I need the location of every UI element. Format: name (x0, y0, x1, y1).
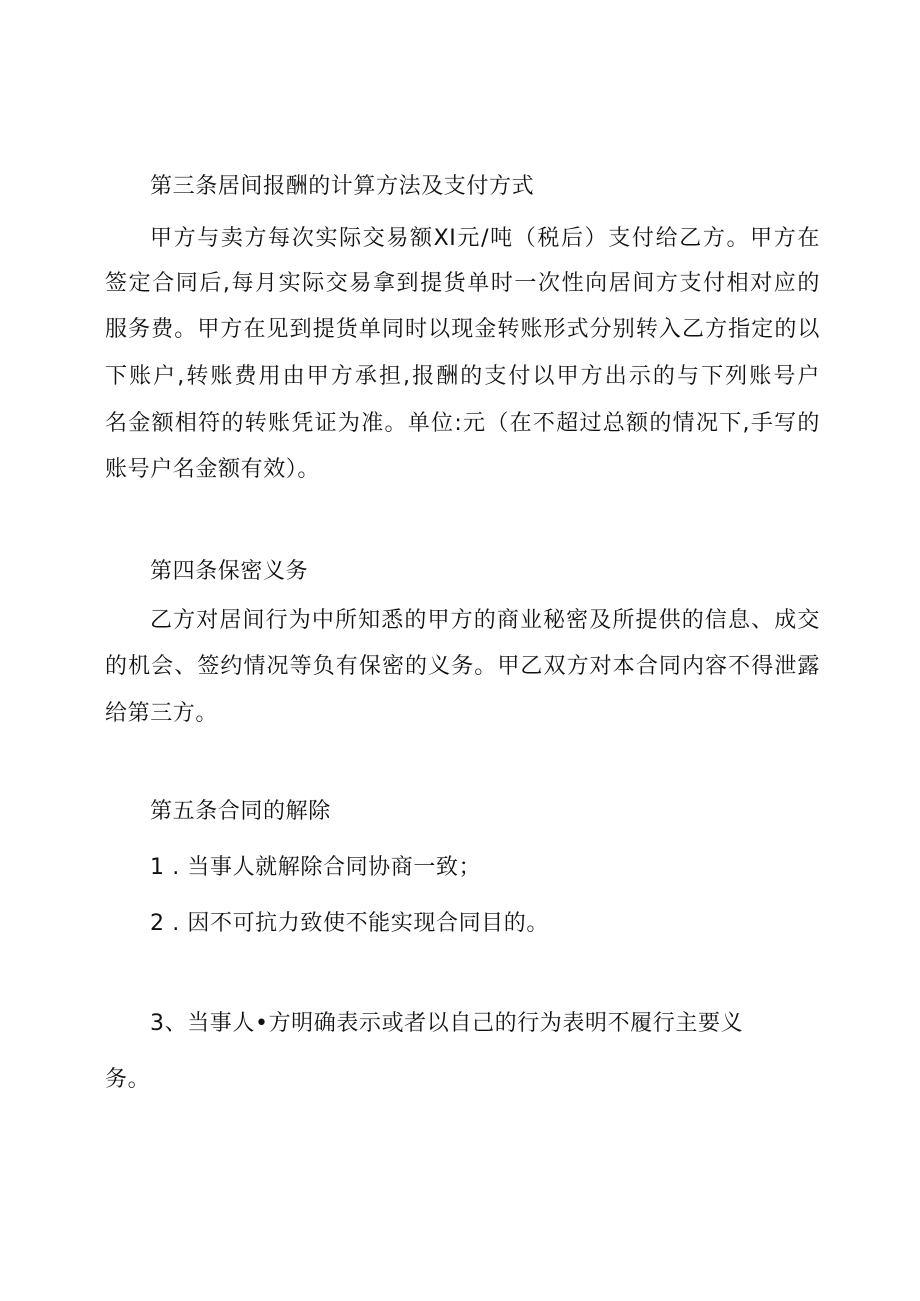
article-3-line-4: 下账户,转账费用由甲方承担,报酬的支付以甲方出示的与下列账号户 (105, 364, 820, 389)
article-4-line-3: 给第三方。 (105, 701, 219, 726)
article-5-item-1: 1 . 当事人就解除合同协商一致； (150, 855, 482, 880)
article-3-line-6: 账号户名金额有效）。 (105, 457, 321, 482)
article-3-line-2: 签定合同后,每月实际交易拿到提货单时一次性向居间方支付相对应的 (105, 271, 820, 296)
article-4-line-1: 乙方对居间行为中所知悉的甲方的商业秘密及所提供的信息、成交 (150, 608, 820, 633)
article-5-heading: 第五条合同的解除 (150, 799, 331, 824)
article-5-item-3-line-1: 3、当事人•方明确表示或者以自己的行为表明不履行主要义 (150, 1011, 744, 1036)
article-3-line-1: 甲方与卖方每次实际交易额XI元/吨（税后）支付给乙方。甲方在 (150, 226, 820, 251)
article-3-line-5: 名金额相符的转账凭证为准。单位:元（在不超过总额的情况下,手写的 (105, 411, 820, 436)
article-4-heading: 第四条保密义务 (150, 559, 309, 584)
article-3-line-3: 服务费。甲方在见到提货单同时以现金转账形式分别转入乙方指定的以 (105, 317, 820, 342)
article-3-heading: 第三条居间报酬的计算方法及支付方式 (150, 174, 535, 199)
article-4-line-2: 的机会、签约情况等负有保密的义务。甲乙双方对本合同内容不得泄露 (105, 654, 820, 679)
article-5-item-3-line-2: 务。 (105, 1067, 151, 1092)
article-5-item-2: 2 . 因不可抗力致使不能实现合同目的。 (150, 911, 549, 936)
